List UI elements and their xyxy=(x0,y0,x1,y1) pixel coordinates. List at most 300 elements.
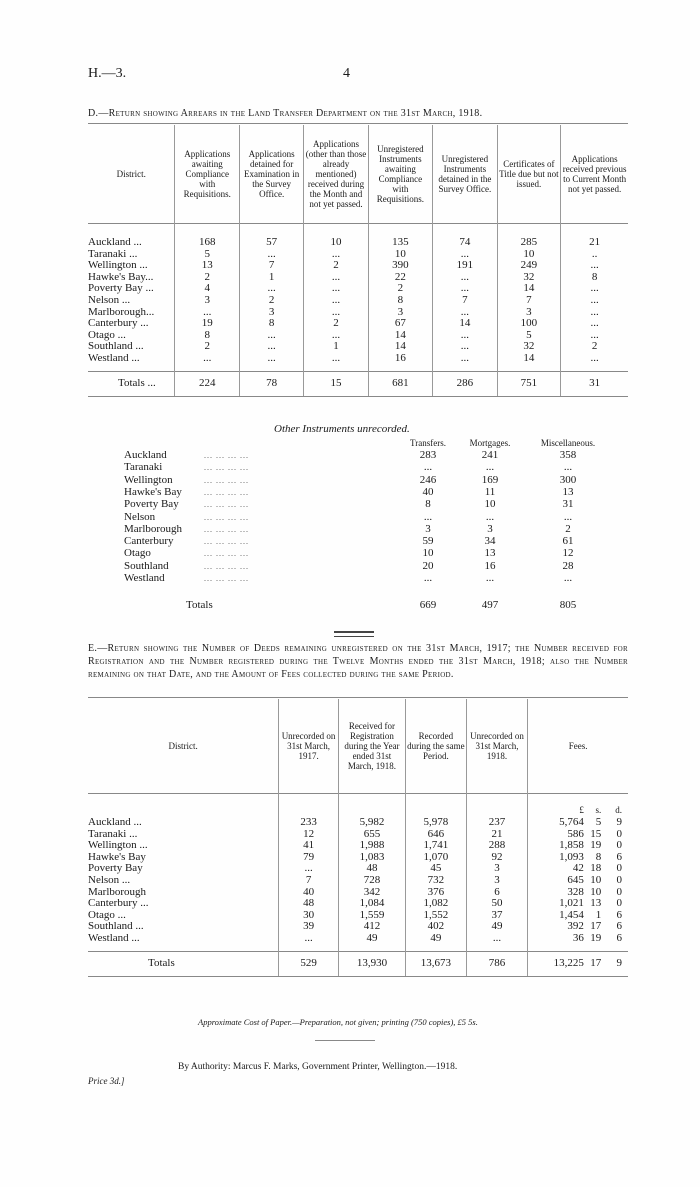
district-cell: Otago xyxy=(124,547,151,560)
value-cell: 49 xyxy=(338,933,405,945)
value-cell: 2 xyxy=(368,283,433,295)
value-cell: 586 xyxy=(528,829,584,841)
value-cell: 8 xyxy=(595,850,602,863)
value-cell: ... xyxy=(561,295,628,307)
column-header: Mortgages. xyxy=(469,438,511,448)
value-cell: ... xyxy=(175,353,240,365)
value-cell: 39 xyxy=(279,921,339,933)
value-cell: 1,083 xyxy=(338,852,405,864)
value-cell: 32 xyxy=(497,341,561,353)
value-cell: 10 xyxy=(484,498,496,511)
district-cell: Westland ... xyxy=(88,931,140,944)
value-cell: 1,454 xyxy=(528,910,584,922)
value-cell: 1,988 xyxy=(338,840,405,852)
value-cell: 8 xyxy=(425,498,431,511)
value-cell: 74 xyxy=(433,237,497,249)
table-row xyxy=(88,852,628,864)
value-cell: 15 xyxy=(304,371,368,396)
value-cell: ... xyxy=(561,307,628,319)
value-cell: 40 xyxy=(279,887,339,899)
value-cell: ... xyxy=(433,272,497,284)
district-cell: Poverty Bay xyxy=(124,498,179,511)
value-cell: ... xyxy=(304,330,368,342)
value-cell: 3 xyxy=(425,522,431,535)
value-cell: 529 xyxy=(279,951,339,976)
value-cell: 191 xyxy=(433,260,497,272)
value-cell: 19 xyxy=(590,931,602,944)
fee-unit-shillings: s. xyxy=(595,805,602,816)
district-cell: Westland xyxy=(124,572,165,584)
value-cell: 5,764 xyxy=(528,817,584,829)
value-cell: 10 xyxy=(590,885,602,898)
district-cell: Southland xyxy=(124,559,169,572)
value-cell: 28 xyxy=(562,559,574,572)
value-cell: ... xyxy=(485,510,495,523)
value-cell: 2 xyxy=(240,295,304,307)
district-cell: Poverty Bay ... xyxy=(88,282,154,295)
value-cell: ... xyxy=(423,461,433,474)
value-cell: ... xyxy=(423,572,433,584)
value-cell: 751 xyxy=(497,371,561,396)
column-header: Unregistered Instruments detained in the Survey Office. xyxy=(433,125,497,223)
column-header: Applications awaiting Compliance with Requisitions. xyxy=(175,125,240,223)
value-cell: 1,082 xyxy=(405,898,466,910)
value-cell: 3 xyxy=(487,522,493,535)
table-row xyxy=(88,249,628,261)
value-cell: 237 xyxy=(466,817,527,829)
district-cell: Canterbury ... xyxy=(88,897,149,910)
district-cell: Otago ... xyxy=(88,328,126,341)
table-row xyxy=(88,237,628,249)
value-cell: 10 xyxy=(497,249,561,261)
price: Price 3d.] xyxy=(88,1076,125,1086)
value-cell: 1,741 xyxy=(405,840,466,852)
value-cell: 3 xyxy=(497,307,561,319)
table-row xyxy=(88,318,628,330)
value-cell: 49 xyxy=(466,921,527,933)
value-cell: 681 xyxy=(368,371,433,396)
value-cell: 168 xyxy=(175,237,240,249)
value-cell: ... xyxy=(561,283,628,295)
value-cell: 15 xyxy=(590,827,602,840)
column-header: District. xyxy=(116,168,146,179)
value-cell: 1,093 xyxy=(528,852,584,864)
value-cell: 13,673 xyxy=(405,951,466,976)
value-cell: 18 xyxy=(590,862,602,875)
value-cell: 16 xyxy=(368,353,433,365)
value-cell: 10 xyxy=(590,873,602,886)
table-row xyxy=(88,817,628,829)
value-cell: ... xyxy=(240,249,304,261)
value-cell: 342 xyxy=(338,887,405,899)
value-cell: 286 xyxy=(433,371,497,396)
value-cell: 13,930 xyxy=(338,951,405,976)
value-cell: 21 xyxy=(466,829,527,841)
value-cell: 34 xyxy=(484,535,496,548)
value-cell: ... xyxy=(304,307,368,319)
value-cell: 786 xyxy=(466,951,527,976)
value-cell: 300 xyxy=(559,473,577,486)
value-cell: ... xyxy=(304,353,368,365)
value-cell: 10 xyxy=(422,547,434,560)
table-row xyxy=(88,353,628,365)
value-cell: 358 xyxy=(559,449,577,461)
value-cell: 4 xyxy=(175,283,240,295)
value-cell: ... xyxy=(304,272,368,284)
value-cell: ... xyxy=(433,283,497,295)
table-e-title: E.—Return showing the Number of Deeds remaining unregistered on the 31st March, 1917; the Number received for Registration and the Number registered during the Twelve Months ended the 31st March, 1918; also the Number remaining on that Date, and the Amount of Fees collected during the same Period. xyxy=(88,643,628,680)
value-cell: 10 xyxy=(304,237,368,249)
value-cell: ... xyxy=(304,283,368,295)
value-cell: 6 xyxy=(616,908,622,921)
district-cell: Wellington xyxy=(124,473,173,486)
value-cell: ... xyxy=(240,330,304,342)
value-cell: 14 xyxy=(368,341,433,353)
value-cell: 0 xyxy=(616,897,622,910)
value-cell: 2 xyxy=(175,341,240,353)
table-row xyxy=(88,295,628,307)
value-cell: .. xyxy=(561,249,628,261)
district-cell: Nelson ... xyxy=(88,873,131,886)
value-cell: 19 xyxy=(590,839,602,852)
column-header: Applications (other than those already mentioned) received during the Month and not yet passed. xyxy=(304,125,368,223)
district-cell: Totals xyxy=(186,599,213,611)
value-cell: 5,978 xyxy=(405,817,466,829)
value-cell: 7 xyxy=(497,295,561,307)
district-cell: Poverty Bay xyxy=(88,862,143,875)
leader-dots: ... ... ... ... xyxy=(204,487,249,497)
table-row xyxy=(88,887,628,899)
value-cell: 2 xyxy=(561,341,628,353)
value-cell: ... xyxy=(433,307,497,319)
value-cell: 5 xyxy=(175,249,240,261)
value-cell: ... xyxy=(561,330,628,342)
table-row xyxy=(88,875,628,887)
value-cell: 646 xyxy=(405,829,466,841)
value-cell: 10 xyxy=(368,249,433,261)
leader-dots: ... ... ... ... xyxy=(204,574,249,583)
value-cell: 497 xyxy=(481,599,499,611)
value-cell: 40 xyxy=(422,485,434,498)
table-row xyxy=(88,283,628,295)
cost-note: Approximate Cost of Paper.—Preparation, not given; printing (750 copies), £5 5s. xyxy=(198,1017,478,1027)
leader-dots: ... ... ... ... xyxy=(204,561,249,571)
table-d-title: D.—Return showing Arrears in the Land Transfer Department on the 31st March, 1918. xyxy=(88,108,483,119)
value-cell: 2 xyxy=(304,318,368,330)
value-cell: 6 xyxy=(616,920,622,933)
district-cell: Taranaki ... xyxy=(88,247,138,260)
value-cell: ... xyxy=(561,318,628,330)
value-cell: 22 xyxy=(368,272,433,284)
value-cell: 390 xyxy=(368,260,433,272)
district-cell: Otago ... xyxy=(88,908,126,921)
value-cell: 1,552 xyxy=(405,910,466,922)
table-row xyxy=(88,829,628,841)
column-header: Received for Registration during the Year ended 31st March, 1918. xyxy=(338,699,405,793)
value-cell: 13 xyxy=(590,897,602,910)
leader-dots: ... ... ... ... xyxy=(204,500,249,510)
value-cell: 249 xyxy=(497,260,561,272)
value-cell: 224 xyxy=(175,371,240,396)
value-cell: ... xyxy=(240,283,304,295)
value-cell: 2 xyxy=(304,260,368,272)
leader-dots: ... ... ... ... xyxy=(204,549,249,559)
value-cell: 31 xyxy=(561,371,628,396)
totals-row xyxy=(88,951,628,976)
value-cell: 12 xyxy=(562,547,574,560)
table-row xyxy=(88,260,628,272)
column-header: Fees. xyxy=(528,699,628,793)
value-cell: 16 xyxy=(484,559,496,572)
value-cell: 3 xyxy=(240,307,304,319)
value-cell: 20 xyxy=(422,559,434,572)
value-cell: 8 xyxy=(175,330,240,342)
table-row xyxy=(88,933,628,945)
value-cell: 241 xyxy=(481,449,499,461)
leader-dots: ... ... ... ... xyxy=(204,475,249,485)
value-cell: 732 xyxy=(405,875,466,887)
district-cell: Taranaki ... xyxy=(88,827,138,840)
value-cell: ... xyxy=(485,461,495,474)
value-cell: 3 xyxy=(175,295,240,307)
value-cell: 14 xyxy=(433,318,497,330)
value-cell: 0 xyxy=(616,827,622,840)
district-cell: Hawke's Bay xyxy=(124,485,182,498)
value-cell: ... xyxy=(466,933,527,945)
value-cell: ... xyxy=(485,572,495,584)
value-cell: ... xyxy=(279,933,339,945)
totals-row xyxy=(88,371,628,396)
column-header: Miscellaneous. xyxy=(540,438,596,448)
value-cell: 1 xyxy=(304,341,368,353)
value-cell: 233 xyxy=(279,817,339,829)
value-cell: 169 xyxy=(481,473,499,486)
column-header: Recorded during the same Period. xyxy=(405,699,466,793)
value-cell: 3 xyxy=(466,875,527,887)
value-cell: 13 xyxy=(484,547,496,560)
value-cell: 13 xyxy=(175,260,240,272)
authority-line: By Authority: Marcus F. Marks, Government Printer, Wellington.—1918. xyxy=(178,1062,458,1072)
district-cell: Marlborough xyxy=(88,885,147,898)
value-cell: 5 xyxy=(497,330,561,342)
value-cell: ... xyxy=(423,510,433,523)
fee-unit-pounds: £ xyxy=(528,793,584,817)
value-cell: ... xyxy=(563,461,573,474)
table-row xyxy=(88,921,628,933)
value-cell: 67 xyxy=(368,318,433,330)
district-cell: Wellington ... xyxy=(88,259,148,272)
district-cell: Wellington ... xyxy=(88,839,148,852)
value-cell: 50 xyxy=(466,898,527,910)
leader-dots: ... ... ... ... xyxy=(204,512,249,522)
column-header: Certificates of Title due but not issued. xyxy=(497,125,561,223)
value-cell: ... xyxy=(433,341,497,353)
value-cell: 8 xyxy=(240,318,304,330)
value-cell: 48 xyxy=(338,863,405,875)
value-cell: 7 xyxy=(240,260,304,272)
column-header: Applications detained for Examination in the Survey Office. xyxy=(240,125,304,223)
page-number: 4 xyxy=(343,66,350,81)
value-cell: 402 xyxy=(405,921,466,933)
value-cell: 37 xyxy=(466,910,527,922)
table-row xyxy=(88,341,628,353)
value-cell: 59 xyxy=(422,535,434,548)
district-cell: Marlborough xyxy=(124,522,183,535)
value-cell: 49 xyxy=(405,933,466,945)
value-cell: 669 xyxy=(419,599,437,611)
district-cell: Westland ... xyxy=(88,351,140,364)
value-cell: 6 xyxy=(616,931,622,944)
table-e-top-rule xyxy=(88,697,628,698)
value-cell: 1,559 xyxy=(338,910,405,922)
value-cell: 9 xyxy=(601,951,628,976)
column-header: Unregistered Instruments awaiting Compliance with Requisitions. xyxy=(368,125,433,223)
value-cell: 13 xyxy=(562,485,574,498)
value-cell: 9 xyxy=(616,816,622,828)
value-cell: 45 xyxy=(405,863,466,875)
fee-unit-pence: d. xyxy=(615,805,622,816)
value-cell: 14 xyxy=(368,330,433,342)
value-cell: 5 xyxy=(595,816,602,828)
table-e-body xyxy=(88,817,628,976)
column-header: Applications received previous to Current Month not yet passed. xyxy=(561,125,628,223)
district-cell: Totals xyxy=(88,951,279,976)
district-cell: Auckland ... xyxy=(88,236,142,248)
value-cell: ... xyxy=(304,295,368,307)
table-row xyxy=(88,863,628,875)
district-cell: Nelson xyxy=(124,510,156,523)
value-cell: 48 xyxy=(279,898,339,910)
value-cell: 3 xyxy=(368,307,433,319)
value-cell: 12 xyxy=(279,829,339,841)
value-cell: ... xyxy=(563,510,573,523)
value-cell: 2 xyxy=(565,522,571,535)
district-cell: Hawke's Bay xyxy=(88,850,146,863)
value-cell: 8 xyxy=(368,295,433,307)
value-cell: 0 xyxy=(616,873,622,886)
district-cell: Southland ... xyxy=(88,340,144,353)
value-cell: 31 xyxy=(562,498,574,511)
district-cell: Canterbury ... xyxy=(88,317,149,330)
value-cell: 14 xyxy=(497,353,561,365)
value-cell: 2 xyxy=(175,272,240,284)
table-row xyxy=(88,307,628,319)
value-cell: 5,982 xyxy=(338,817,405,829)
value-cell: 1,070 xyxy=(405,852,466,864)
value-cell: 3 xyxy=(466,863,527,875)
value-cell: 392 xyxy=(528,921,584,933)
district-cell: Southland ... xyxy=(88,920,144,933)
value-cell: 14 xyxy=(497,283,561,295)
value-cell: 645 xyxy=(528,875,584,887)
table-row xyxy=(88,272,628,284)
value-cell: ... xyxy=(561,353,628,365)
leader-dots: ... ... ... ... xyxy=(204,451,249,460)
value-cell: 0 xyxy=(616,862,622,875)
district-cell: Totals ... xyxy=(88,371,175,396)
other-instruments-title: Other Instruments unrecorded. xyxy=(274,423,410,435)
leader-dots: ... ... ... ... xyxy=(204,463,249,473)
value-cell: 32 xyxy=(497,272,561,284)
value-cell: ... xyxy=(279,863,339,875)
value-cell: 61 xyxy=(562,535,574,548)
value-cell: ... xyxy=(304,249,368,261)
divider xyxy=(334,631,374,633)
value-cell: 6 xyxy=(466,887,527,899)
value-cell: ... xyxy=(561,260,628,272)
table-d-body xyxy=(88,237,628,396)
value-cell: ... xyxy=(433,330,497,342)
value-cell: 728 xyxy=(338,875,405,887)
column-header: Unrecorded on 31st March, 1918. xyxy=(466,699,527,793)
table-row xyxy=(88,910,628,922)
value-cell: 7 xyxy=(279,875,339,887)
table-d-top-rule xyxy=(88,123,628,124)
value-cell: 1,021 xyxy=(528,898,584,910)
value-cell: 655 xyxy=(338,829,405,841)
column-header: District. xyxy=(168,740,198,751)
value-cell: 283 xyxy=(419,449,437,461)
value-cell: 19 xyxy=(175,318,240,330)
value-cell: 8 xyxy=(561,272,628,284)
value-cell: 412 xyxy=(338,921,405,933)
table-row xyxy=(88,330,628,342)
leader-dots: ... ... ... ... xyxy=(204,524,249,534)
district-cell: Nelson ... xyxy=(88,293,131,306)
value-cell: 1 xyxy=(240,272,304,284)
value-cell: 92 xyxy=(466,852,527,864)
value-cell: ... xyxy=(175,307,240,319)
value-cell: ... xyxy=(563,572,573,584)
value-cell: 288 xyxy=(466,840,527,852)
table-row xyxy=(88,840,628,852)
value-cell: 246 xyxy=(419,473,437,486)
value-cell: 17 xyxy=(584,951,601,976)
table-row xyxy=(88,898,628,910)
value-cell: 78 xyxy=(240,371,304,396)
value-cell: 1 xyxy=(595,908,602,921)
value-cell: 1,084 xyxy=(338,898,405,910)
value-cell: 30 xyxy=(279,910,339,922)
divider xyxy=(334,636,374,637)
table-d xyxy=(88,125,628,397)
value-cell: 7 xyxy=(433,295,497,307)
value-cell: 36 xyxy=(528,933,584,945)
value-cell: 42 xyxy=(528,863,584,875)
value-cell: ... xyxy=(240,341,304,353)
district-cell: Auckland xyxy=(124,449,167,461)
column-header: Transfers. xyxy=(410,438,446,448)
value-cell: 1,858 xyxy=(528,840,584,852)
value-cell: 135 xyxy=(368,237,433,249)
value-cell: 100 xyxy=(497,318,561,330)
value-cell: 21 xyxy=(561,237,628,249)
leader-dots: ... ... ... ... xyxy=(204,537,249,547)
value-cell: 6 xyxy=(616,850,622,863)
value-cell: 11 xyxy=(484,485,496,498)
value-cell: ... xyxy=(240,353,304,365)
value-cell: 13,225 xyxy=(528,951,584,976)
value-cell: 805 xyxy=(559,599,577,611)
value-cell: 17 xyxy=(590,920,602,933)
district-cell: Auckland ... xyxy=(88,816,142,828)
value-cell: ... xyxy=(433,353,497,365)
district-cell: Canterbury xyxy=(124,535,174,548)
column-header: Unrecorded on 31st March, 1917. xyxy=(279,699,339,793)
value-cell: 79 xyxy=(279,852,339,864)
divider xyxy=(315,1040,375,1041)
value-cell: 0 xyxy=(616,839,622,852)
